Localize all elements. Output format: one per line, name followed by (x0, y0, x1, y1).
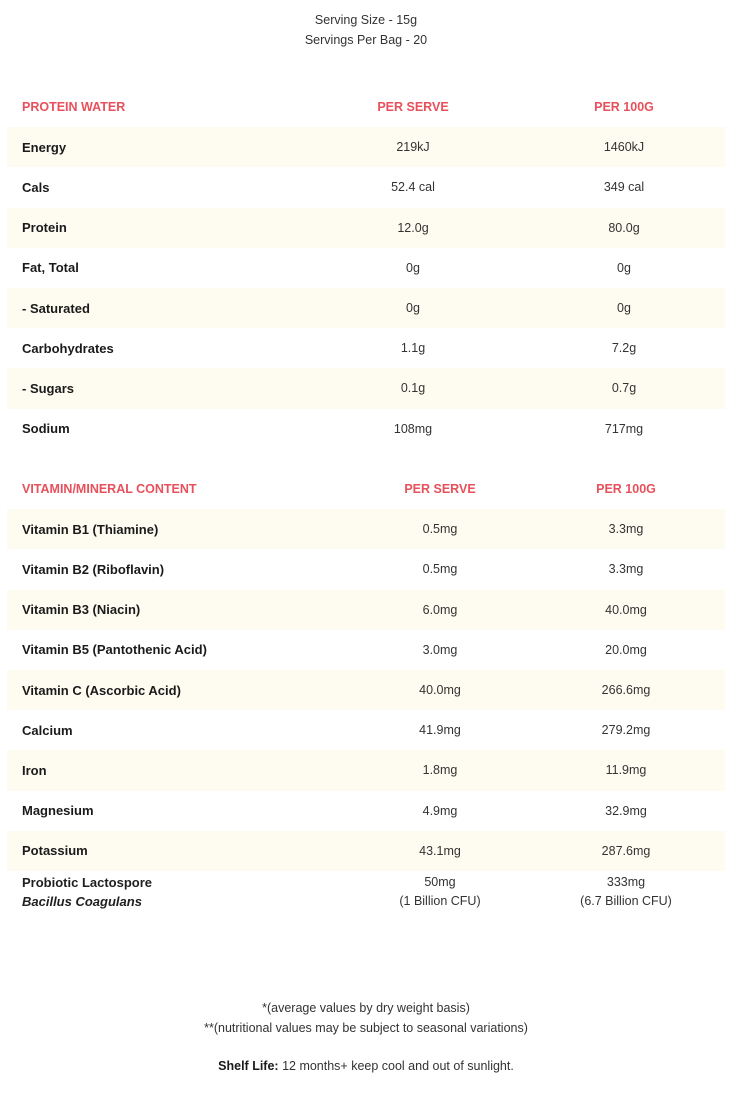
table-row (7, 208, 725, 248)
row-label: Fat, Total (22, 260, 79, 276)
row-per-serve: 41.9mg (419, 723, 461, 738)
probiotic-per-serve (380, 871, 500, 913)
row-label: Carbohydrates (22, 340, 114, 356)
row-per-serve: 6.0mg (422, 602, 458, 617)
table-row (7, 710, 725, 750)
row-per-100g: 40.0mg (605, 602, 647, 617)
row-per-serve: 0.5mg (422, 562, 458, 577)
row-per-100g: 11.9mg (605, 763, 647, 778)
row-per-100g: 0g (617, 260, 631, 275)
table-header-row (7, 469, 725, 509)
row-per-100g: 349 cal (603, 180, 645, 195)
footnote-seasonal-variation: **(nutritional values may be subject to seasonal variations) (204, 1021, 528, 1035)
table-row (7, 509, 725, 549)
probiotic-name: Probiotic Lactospore (22, 874, 153, 890)
vitamin-mineral-table (7, 469, 725, 913)
table-row (7, 248, 725, 288)
row-per-100g: 3.3mg (608, 522, 644, 537)
table-row (7, 368, 725, 408)
table-row (7, 630, 725, 670)
header-per-serve: PER SERVE (404, 482, 476, 497)
probiotic-per-serve-cfu: (1 Billion CFU) (399, 893, 481, 908)
table-row-probiotic (7, 871, 725, 913)
table-row (7, 549, 725, 589)
row-per-serve: 0.1g (400, 381, 426, 396)
shelf-life-label: Shelf Life: (218, 1059, 279, 1073)
table-row (7, 409, 725, 449)
row-label: - Sugars (22, 380, 75, 396)
row-per-100g: 287.6mg (601, 843, 651, 858)
row-label: Vitamin B2 (Riboflavin) (22, 561, 165, 577)
row-per-serve: 0g (406, 260, 420, 275)
row-label: Potassium (22, 843, 88, 859)
probiotic-label (22, 871, 152, 913)
row-label: Cals (22, 179, 50, 195)
probiotic-per-100g-value: 333mg (606, 874, 646, 889)
protein-nutrition-table (7, 87, 725, 449)
row-label: Energy (22, 139, 67, 155)
row-per-100g: 0g (617, 301, 631, 316)
row-per-serve: 3.0mg (422, 642, 458, 657)
table-row (7, 127, 725, 167)
table-row (7, 167, 725, 207)
table-row (7, 831, 725, 871)
row-per-100g: 3.3mg (608, 562, 644, 577)
row-per-serve: 52.4 cal (391, 180, 435, 195)
row-label: Iron (22, 762, 47, 778)
row-per-serve: 108mg (393, 421, 433, 436)
row-per-100g: 80.0g (608, 220, 640, 235)
probiotic-per-serve-value: 50mg (424, 874, 456, 889)
row-label: Calcium (22, 722, 73, 738)
row-per-serve: 0.5mg (422, 522, 458, 537)
row-per-serve: 43.1mg (419, 843, 461, 858)
row-per-serve: 219kJ (396, 140, 430, 155)
row-label: Vitamin B1 (Thiamine) (22, 521, 159, 537)
serving-size: Serving Size - 15g (314, 13, 418, 27)
row-per-100g: 1460kJ (603, 140, 645, 155)
table-row (7, 288, 725, 328)
row-per-100g: 266.6mg (601, 683, 651, 698)
row-label: Vitamin C (Ascorbic Acid) (22, 682, 181, 698)
table-header-row (7, 87, 725, 127)
row-per-serve: 1.1g (400, 341, 426, 356)
table-row (7, 750, 725, 790)
row-label: Vitamin B3 (Niacin) (22, 602, 141, 618)
table-row (7, 791, 725, 831)
probiotic-per-100g (566, 871, 686, 913)
row-label: Vitamin B5 (Pantothenic Acid) (22, 642, 207, 658)
header-vitamin-mineral: VITAMIN/MINERAL CONTENT (22, 482, 197, 497)
row-per-serve: 4.9mg (422, 803, 458, 818)
row-per-serve: 12.0g (397, 220, 429, 235)
shelf-life-text: 12 months+ keep cool and out of sunlight. (282, 1059, 514, 1073)
footnote-average-values: *(average values by dry weight basis) (262, 1001, 470, 1015)
probiotic-per-100g-cfu: (6.7 Billion CFU) (580, 893, 672, 908)
shelf-life (0, 1059, 732, 1073)
header-per-100g: PER 100G (594, 100, 654, 115)
row-per-serve: 0g (406, 301, 420, 316)
row-label: Sodium (22, 421, 70, 437)
row-per-serve: 40.0mg (419, 683, 461, 698)
row-label: Magnesium (22, 803, 94, 819)
servings-per-bag: Servings Per Bag - 20 (304, 33, 428, 47)
table-row (7, 670, 725, 710)
row-per-100g: 32.9mg (605, 803, 647, 818)
table-row (7, 590, 725, 630)
row-per-100g: 0.7g (611, 381, 637, 396)
row-per-100g: 7.2g (611, 341, 637, 356)
row-label: Protein (22, 220, 67, 236)
header-protein-water: PROTEIN WATER (22, 100, 126, 115)
header-per-100g: PER 100G (596, 482, 656, 497)
row-per-100g: 20.0mg (605, 642, 647, 657)
probiotic-strain: Bacillus Coagulans (22, 893, 142, 909)
row-per-100g: 717mg (604, 421, 644, 436)
header-per-serve: PER SERVE (377, 100, 449, 115)
row-label: - Saturated (22, 300, 90, 316)
table-row (7, 328, 725, 368)
row-per-100g: 279.2mg (601, 723, 651, 738)
row-per-serve: 1.8mg (422, 763, 458, 778)
